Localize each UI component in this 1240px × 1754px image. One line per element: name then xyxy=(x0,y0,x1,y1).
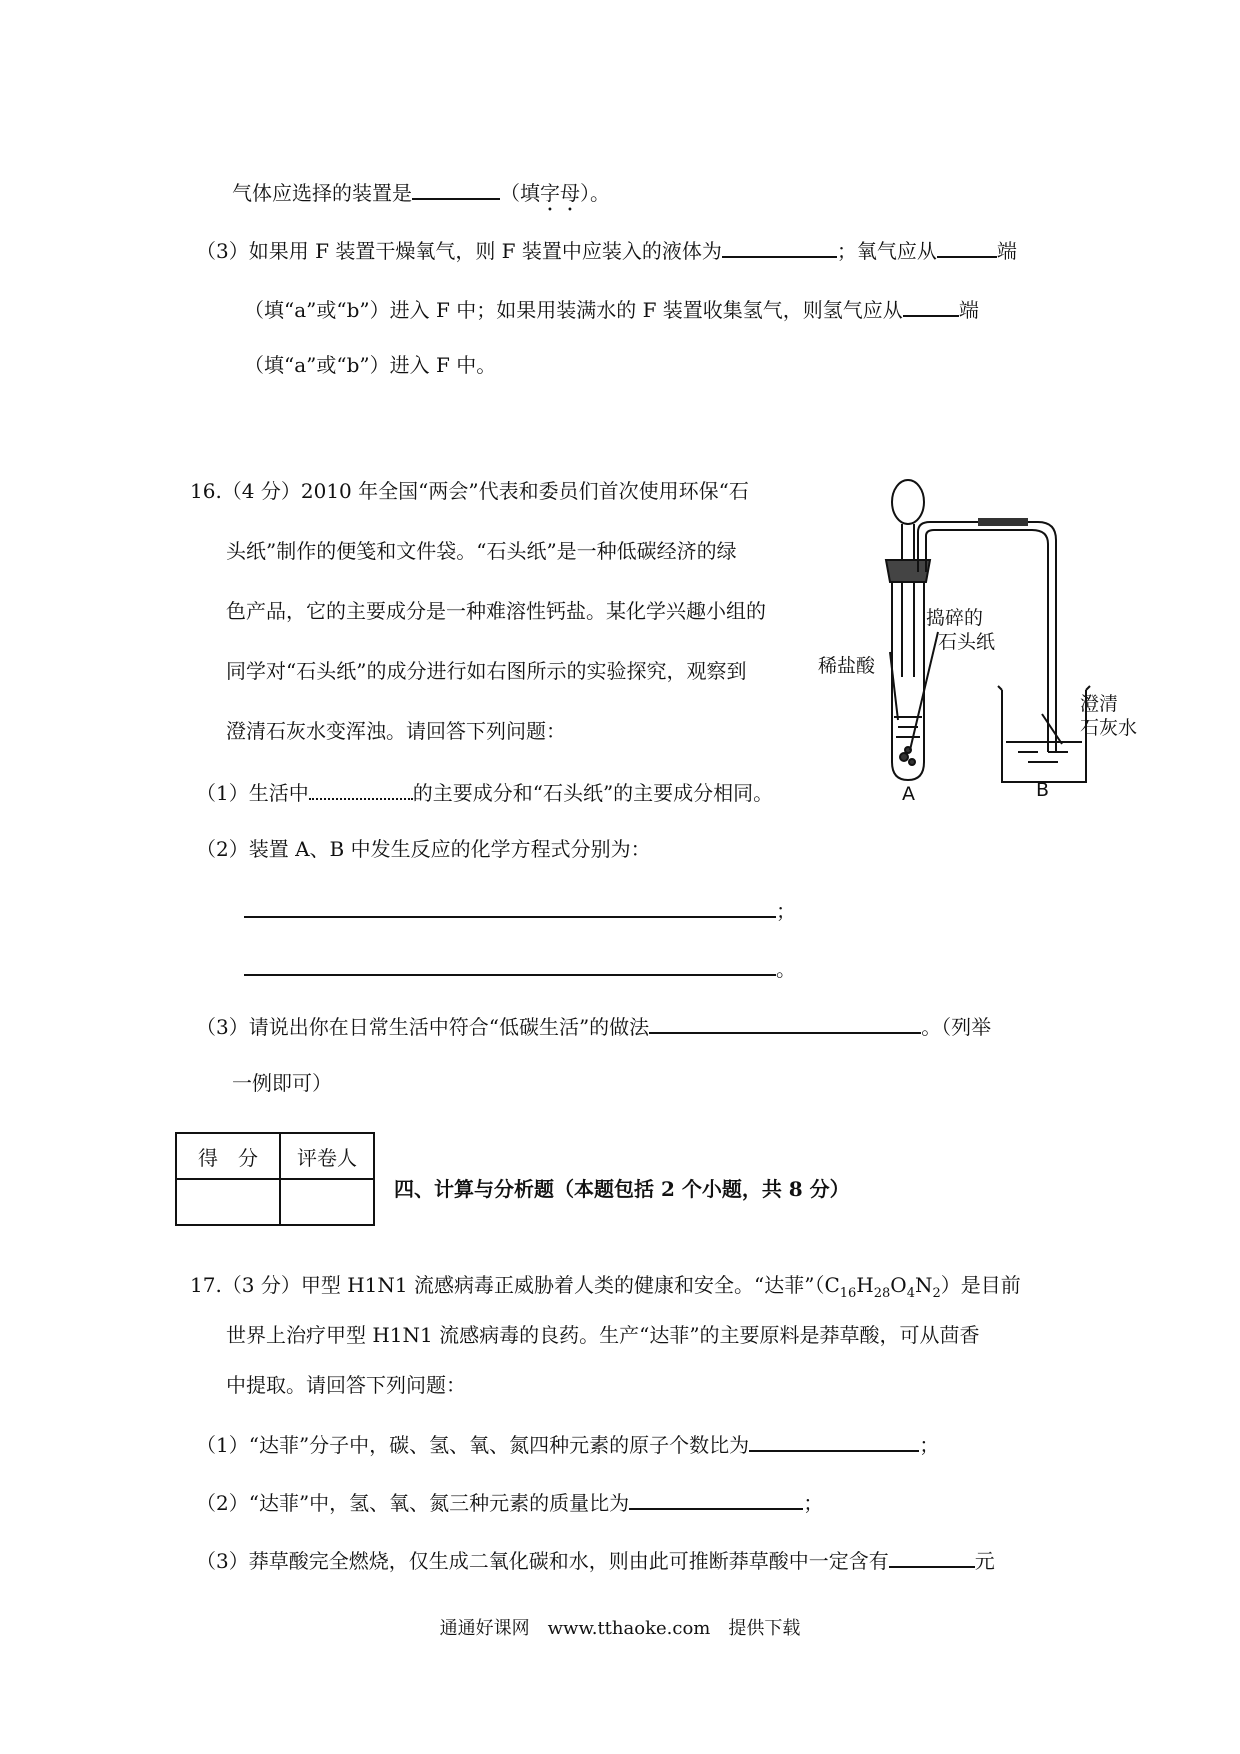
label-limewater-1: 澄清 xyxy=(1080,693,1119,715)
q16-equation-line1 xyxy=(244,896,796,924)
q17-line1 xyxy=(190,1272,1021,1307)
equation-blank[interactable] xyxy=(244,896,776,918)
q17-part2 xyxy=(196,1488,823,1516)
score-cell[interactable] xyxy=(176,1179,280,1225)
q16-line4: 同学对“石头纸”的成分进行如右图所示的实验探究，观察到 xyxy=(226,659,747,683)
q17-text: 元 xyxy=(974,1549,995,1573)
stopper xyxy=(886,560,930,582)
emphasized-text: 字母 xyxy=(540,181,580,205)
label-limewater-2: 石灰水 xyxy=(1080,717,1138,739)
paper-piece xyxy=(900,753,908,761)
q16-text: ； xyxy=(776,899,796,923)
answer-blank[interactable] xyxy=(412,178,500,200)
formula-element: H xyxy=(856,1273,874,1297)
answer-blank[interactable] xyxy=(889,1546,975,1568)
q16-text: （1）生活中 xyxy=(196,781,309,805)
q16-text: （3）请说出你在日常生活中符合“低碳生活”的做法 xyxy=(196,1015,650,1039)
answer-blank[interactable] xyxy=(903,295,959,317)
label-paper-2: 石头纸 xyxy=(938,631,996,653)
q17-line2: 世界上治疗甲型 H1N1 流感病毒的良药。生产“达菲”的主要原料是莽草酸，可从茴香 xyxy=(226,1323,980,1347)
q16-line3: 色产品，它的主要成分是一种难溶性钙盐。某化学兴趣小组的 xyxy=(226,599,766,623)
q15-part3-line2 xyxy=(244,295,979,323)
limewater-liquid xyxy=(1006,742,1082,762)
grader-header: 评卷人 xyxy=(280,1133,374,1179)
q15-text: ；氧气应从 xyxy=(836,239,937,263)
beaker-b xyxy=(998,686,1090,782)
label-paper-1: 捣碎的 xyxy=(926,607,984,629)
page-footer: 通通好课网 www.tthaoke.com 提供下载 xyxy=(439,1618,801,1639)
equation-blank[interactable] xyxy=(244,954,776,976)
funnel-stem xyxy=(902,524,914,562)
q17-line3: 中提取。请回答下列问题： xyxy=(226,1373,466,1397)
q17-text: ； xyxy=(919,1433,940,1457)
paper-piece xyxy=(909,759,915,765)
label-dilute-acid: 稀盐酸 xyxy=(818,655,876,677)
q16-line1: 16.（4 分）2010 年全国“两会”代表和委员们首次使用环保“石 xyxy=(190,479,749,503)
label-b: B xyxy=(1036,779,1050,801)
q17-text: （3）莽草酸完全燃烧，仅生成二氧化碳和水，则由此可推断莽草酸中一定含有 xyxy=(196,1549,889,1573)
q15-text: 气体应选择的装置是 xyxy=(232,181,412,205)
q15-text: 端 xyxy=(958,298,979,322)
answer-blank[interactable] xyxy=(722,236,837,258)
q17-text: ）是目前 xyxy=(940,1273,1021,1297)
q16-line2: 头纸”制作的便笺和文件袋。“石头纸”是一种低碳经济的绿 xyxy=(226,539,737,563)
q16-part1 xyxy=(196,778,773,806)
formula-subscript: 28 xyxy=(873,1286,891,1301)
q15-part3-line3 xyxy=(244,352,496,378)
formula-element: N xyxy=(914,1273,933,1297)
score-table xyxy=(175,1132,375,1226)
answer-blank[interactable] xyxy=(629,1488,803,1510)
q15-text: （填 xyxy=(500,181,540,205)
rubber-joint xyxy=(978,518,1028,526)
q16-part2: （2）装置 A、B 中发生反应的化学方程式分别为： xyxy=(196,837,651,861)
q17-part3 xyxy=(196,1546,995,1574)
q16-line5: 澄清石灰水变浑浊。请回答下列问题： xyxy=(226,719,566,743)
formula-subscript: 2 xyxy=(932,1286,941,1301)
q17-text: 17.（3 分）甲型 H1N1 流感病毒正威胁着人类的健康和安全。“达菲”（C xyxy=(190,1273,840,1297)
funnel-bulb xyxy=(892,480,924,524)
q17-text: ； xyxy=(803,1491,824,1515)
q15-text: （填“a”或“b”）进入 F 中。 xyxy=(244,353,497,377)
answer-blank[interactable] xyxy=(937,236,997,258)
q17-text: （2）“达菲”中，氢、氧、氮三种元素的质量比为 xyxy=(196,1491,630,1515)
q16-part3-line1 xyxy=(196,1012,991,1040)
q17-part1 xyxy=(196,1430,939,1458)
q15-text: ）。 xyxy=(580,181,610,205)
q16-text: 的主要成分和“石头纸”的主要成分相同。 xyxy=(412,781,774,805)
formula-subscript: 16 xyxy=(839,1286,857,1301)
apparatus-figure xyxy=(818,472,1148,802)
q15-text: （填“a”或“b”）进入 F 中；如果用装满水的 F 装置收集氢气，则氢气应从 xyxy=(244,298,903,322)
q16-text: 。 xyxy=(776,957,796,981)
q15-line-top xyxy=(232,178,610,216)
q16-equation-line2 xyxy=(244,954,796,982)
q17-text: （1）“达菲”分子中，碳、氢、氧、氮四种元素的原子个数比为 xyxy=(196,1433,750,1457)
score-header: 得 分 xyxy=(176,1133,280,1179)
formula-element: O xyxy=(890,1273,907,1297)
q16-text: 。（列举 xyxy=(921,1015,992,1039)
answer-blank[interactable] xyxy=(749,1430,919,1452)
q15-text: （3）如果用 F 装置干燥氧气，则 F 装置中应装入的液体为 xyxy=(196,239,722,263)
answer-blank[interactable] xyxy=(309,778,413,800)
q15-text: 端 xyxy=(996,239,1017,263)
formula-subscript: 4 xyxy=(906,1286,915,1301)
q15-part3-line1 xyxy=(196,236,1017,264)
q16-part3-line2: 一例即可） xyxy=(232,1071,332,1095)
grader-cell[interactable] xyxy=(280,1179,374,1225)
section-heading: 四、计算与分析题（本题包括 2 个小题，共 8 分） xyxy=(394,1177,850,1201)
label-a: A xyxy=(902,783,915,802)
answer-blank[interactable] xyxy=(649,1012,921,1034)
